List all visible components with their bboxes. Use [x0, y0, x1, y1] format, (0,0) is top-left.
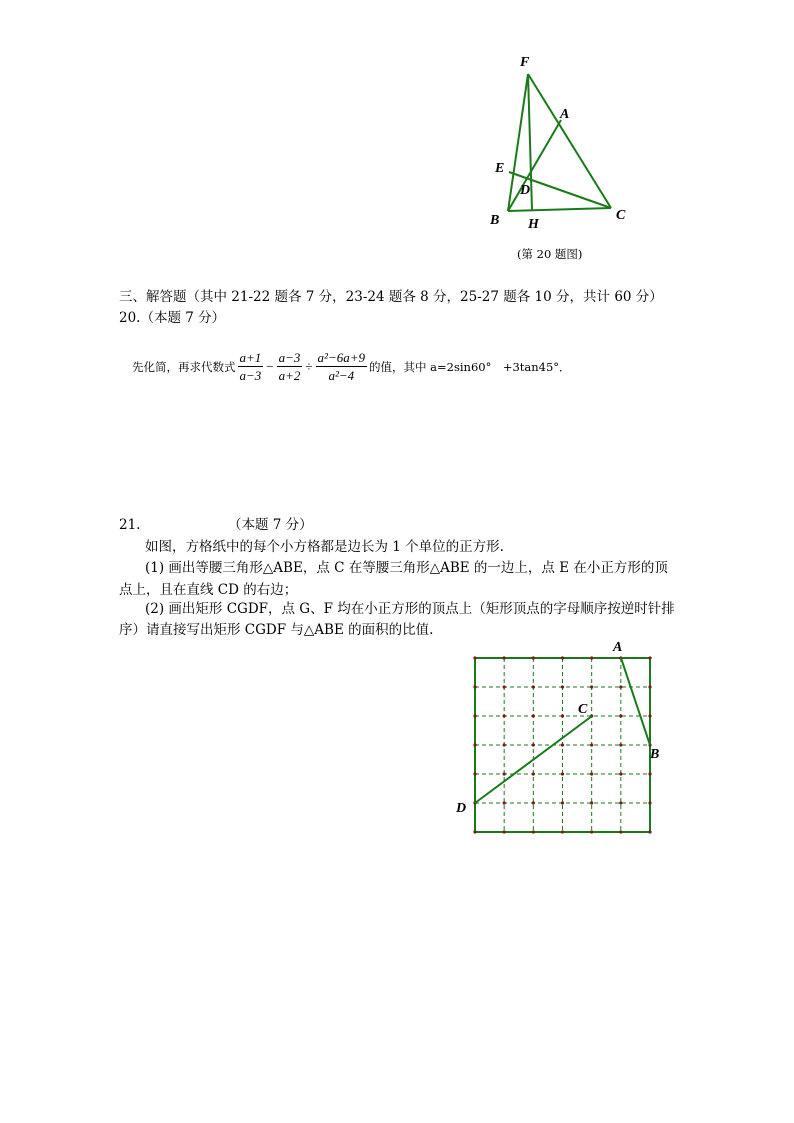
grid-vertex	[619, 714, 622, 717]
grid-label-D: D	[456, 801, 467, 816]
grid-vertex	[561, 743, 564, 746]
grid-label-C: C	[578, 702, 588, 717]
q20-fraction-1-denominator: a−3	[239, 368, 262, 383]
grid-vertex	[473, 743, 476, 746]
q20-tail: 的值，其中 a=2sin60° +3tan45°．	[369, 359, 571, 374]
q21-number: 21.	[119, 517, 141, 533]
grid-vertex	[532, 656, 535, 659]
q20-lead: 先化简，再求代数式	[132, 359, 236, 374]
label-H: H	[528, 217, 539, 232]
label-E: E	[495, 161, 505, 176]
grid-vertex	[503, 656, 506, 659]
q20-number: 20.（本题 7 分）	[119, 310, 226, 326]
q20-fraction-3-denominator: a²−4	[328, 368, 355, 383]
q21-intro: 如图，方格纸中的每个小方格都是边长为 1 个单位的正方形.	[145, 539, 504, 555]
grid-vertex	[473, 772, 476, 775]
grid-vertex	[503, 714, 506, 717]
label-C: C	[616, 208, 626, 223]
grid-vertex	[503, 801, 506, 804]
grid-vertex	[590, 743, 593, 746]
grid-label-B: B	[650, 747, 660, 762]
grid-vertex	[648, 772, 651, 775]
grid-vertex	[619, 830, 622, 833]
q20-fraction-2	[277, 350, 303, 383]
q21-part2-line1: (2) 画出矩形 CGDF，点 G、F 均在小正方形的顶点上（矩形顶点的字母顺序按逆时针排	[145, 601, 675, 617]
grid-vertex	[648, 830, 651, 833]
grid-vertex	[590, 772, 593, 775]
q21-part2-line2: 序）请直接写出矩形 CGDF 与△ABE 的面积的比值.	[119, 622, 434, 638]
grid-vertex	[532, 830, 535, 833]
q20-fraction-1-numerator: a+1	[239, 350, 262, 365]
grid-vertex	[561, 772, 564, 775]
grid-vertex	[619, 772, 622, 775]
grid-vertex	[473, 656, 476, 659]
q20-expression	[132, 350, 571, 383]
grid-vertex	[503, 685, 506, 688]
q20-fraction-3-numerator: a²−6a+9	[317, 350, 365, 365]
grid-vertex	[561, 656, 564, 659]
label-F: F	[520, 55, 530, 70]
grid-vertex	[532, 772, 535, 775]
grid-vertex	[590, 685, 593, 688]
grid-vertex	[503, 830, 506, 833]
grid-vertex	[590, 830, 593, 833]
grid-vertex	[619, 685, 622, 688]
grid-vertex	[561, 685, 564, 688]
q21-part1-line1: (1) 画出等腰三角形△ABE，点 C 在等腰三角形△ABE 的一边上，点 E 在小正方形的顶	[145, 560, 668, 576]
grid-vertex	[648, 685, 651, 688]
q20-minus: −	[266, 358, 274, 374]
grid-vertex	[561, 801, 564, 804]
label-D: D	[520, 183, 531, 198]
label-A: A	[560, 107, 570, 122]
grid-label-A: A	[613, 640, 623, 655]
grid-vertex	[648, 656, 651, 659]
grid-vertex	[590, 801, 593, 804]
q20-divide: ÷	[305, 358, 313, 374]
grid-vertex	[619, 743, 622, 746]
figure-20-triangle	[480, 48, 650, 238]
q20-fraction-2-numerator: a−3	[278, 350, 301, 365]
grid-vertex	[561, 830, 564, 833]
q20-fraction-1	[238, 350, 264, 383]
grid-vertex	[503, 772, 506, 775]
grid-vertex	[648, 714, 651, 717]
grid-vertex	[619, 801, 622, 804]
figure-21-grid	[450, 636, 670, 846]
q21-part1-line2: 点上，且在直线 CD 的右边；	[119, 582, 298, 598]
q21-points: （本题 7 分）	[228, 517, 313, 533]
q20-fraction-2-denominator: a+2	[278, 368, 301, 383]
grid-vertex	[503, 743, 506, 746]
grid-vertex	[532, 801, 535, 804]
grid-vertex	[590, 656, 593, 659]
grid-vertex	[532, 685, 535, 688]
grid-vertex	[532, 743, 535, 746]
section-3-heading: 三、解答题（其中 21-22 题各 7 分，23-24 题各 8 分，25-27 题各 10 分，共计 60 分）	[119, 289, 663, 305]
q20-fraction-3	[316, 350, 367, 383]
grid-vertex	[648, 801, 651, 804]
grid-vertex	[561, 714, 564, 717]
grid-vertex	[473, 685, 476, 688]
grid-vertex	[473, 714, 476, 717]
grid-vertex	[532, 714, 535, 717]
label-B: B	[490, 213, 500, 228]
figure-20-caption: (第 20 题图)	[517, 247, 583, 261]
grid-vertex	[473, 830, 476, 833]
